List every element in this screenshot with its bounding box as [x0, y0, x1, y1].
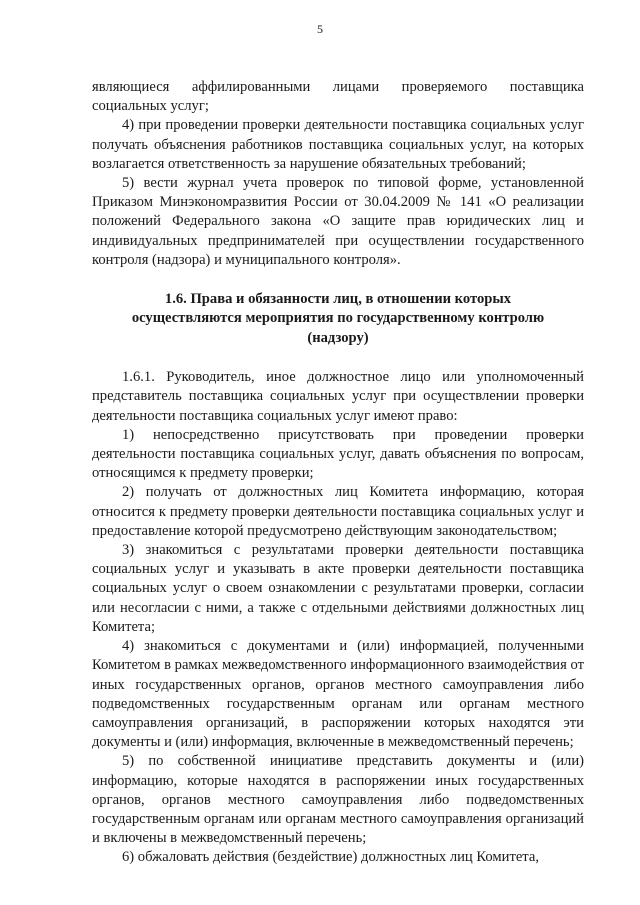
section-title: 1.6. Права и обязанности лиц, в отношении которых осуществляются мероприятия по государственному контролю (надзору)	[131, 291, 545, 346]
paragraph-item-4: 4) при проведении проверки деятельности поставщика социальных услуг получать объяснения работников поставщика социальных услуг, на которых возлагается ответственность за нарушение обязательных требований;	[92, 117, 584, 172]
paragraph-1-6-1: 1.6.1. Руководитель, иное должностное лицо или уполномоченный представитель поставщика социальных услуг при осуществлении проверки деятельности поставщика социальных услуг имеют право:	[92, 369, 584, 424]
paragraph-continuation: являющиеся аффилированными лицами проверяемого поставщика социальных услуг;	[92, 79, 584, 115]
page-number: 5	[317, 22, 323, 36]
paragraph-right-1: 1) непосредственно присутствовать при проведении проверки деятельности поставщика социальных услуг, давать объяснения по вопросам, относящимся к предмету проверки;	[92, 426, 584, 482]
paragraph-right-2: 2) получать от должностных лиц Комитета информацию, которая относится к предмету проверки деятельности поставщика социальных услуг и предоставление которой предусмотрено действующим законодательством;	[92, 484, 584, 539]
document-body	[92, 78, 584, 868]
paragraph-right-3: 3) знакомиться с результатами проверки деятельности поставщика социальных услуг и указывать в акте проверки деятельности поставщика социальных услуг о своем ознакомлении с результатами проверки, согласии или несогласии с ними, а также с отдельными действиями должностных лиц Комитета;	[92, 542, 584, 635]
paragraph-item-5: 5) вести журнал учета проверок по типовой форме, установленной Приказом Минэкономразвития России от 30.04.2009 № 141 «О реализации положений Федерального закона «О защите прав юридических лиц и индивидуальных предпринимателей при осуществлении государственного контроля (надзора) и муниципального контроля».	[92, 175, 584, 268]
paragraph-right-5: 5) по собственной инициативе представить документы и (или) информацию, которые находятся в распоряжении иных государственных органов, органов местного самоуправления либо подведомственных государственным органам или органам местного самоуправления организаций и включены в межведомственный перечень;	[92, 753, 584, 847]
paragraph-right-6: 6) обжаловать действия (бездействие) должностных лиц Комитета,	[122, 849, 539, 866]
paragraph-right-4: 4) знакомиться с документами и (или) информацией, полученными Комитетом в рамках межведомственного информационного взаимодействия от иных государственных органов, органов местного самоуправления либо подведомственных государственным органам или органам местного самоуправления организаций, в распоряжении которых находятся эти документы и (или) информация, включенные в межведомственный перечень;	[92, 638, 584, 751]
